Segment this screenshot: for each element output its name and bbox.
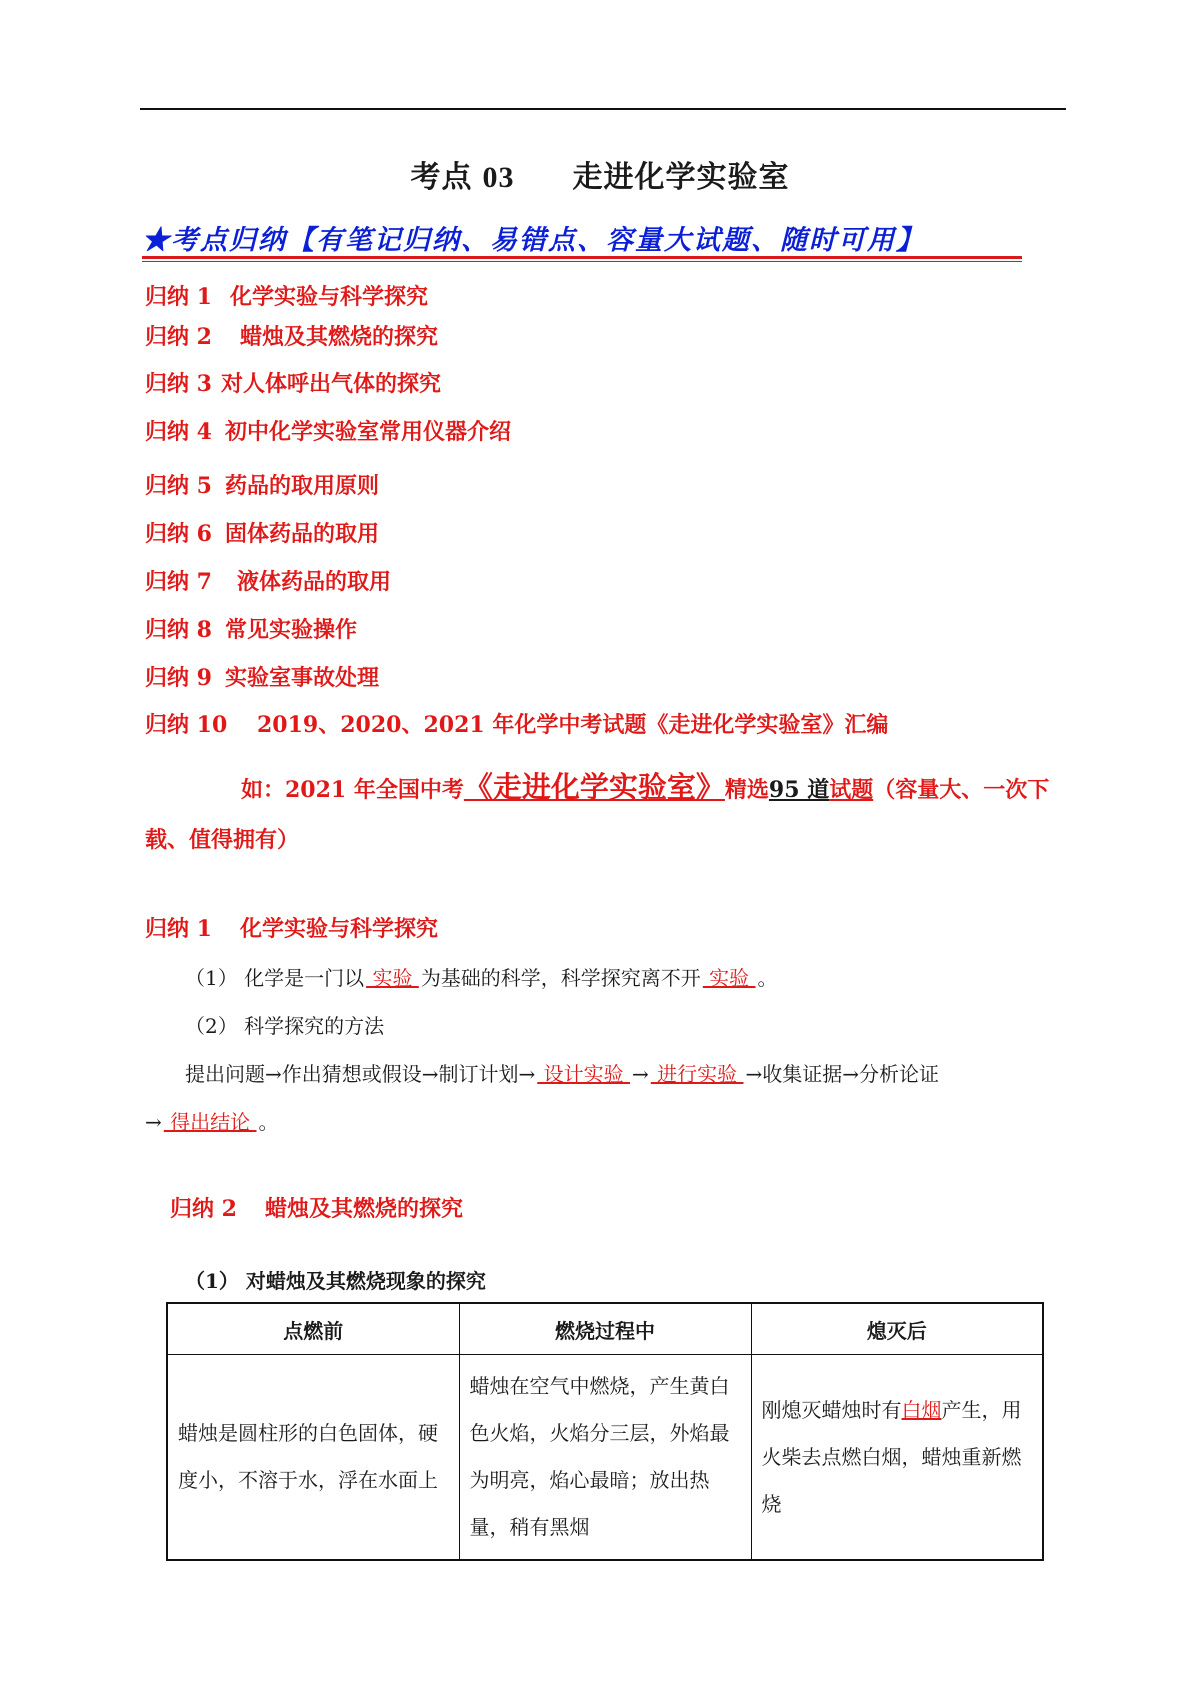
toc-number: 归纳 10 xyxy=(145,712,228,738)
promo-count: 95 道 xyxy=(768,777,830,803)
toc-label: 对人体呼出气体的探究 xyxy=(221,371,442,397)
toc-label: 初中化学实验室常用仪器介绍 xyxy=(225,419,512,445)
text: → xyxy=(632,1062,649,1086)
column-header: 点燃前 xyxy=(167,1303,459,1355)
toc-label: 液体药品的取用 xyxy=(237,569,392,595)
toc-item[interactable] xyxy=(145,708,888,739)
answer-blank: 实验 xyxy=(366,966,419,990)
text: 。 xyxy=(258,1110,279,1134)
toc-label: 实验室事故处理 xyxy=(225,665,380,691)
column-header: 熄灭后 xyxy=(751,1303,1043,1355)
cell-after-extinguish xyxy=(751,1355,1043,1561)
promo-word: 试题 xyxy=(829,777,874,803)
section-label: 蜡烛及其燃烧的探究 xyxy=(265,1196,464,1222)
text: 产生，用火柴去点燃白烟，蜡烛重新燃烧 xyxy=(761,1397,1022,1516)
banner-underline xyxy=(142,256,1022,259)
section-1-heading xyxy=(145,912,438,943)
toc-item[interactable] xyxy=(145,415,511,446)
toc-label: 常见实验操作 xyxy=(225,617,358,643)
text: → xyxy=(145,1110,162,1134)
answer-blank: 实验 xyxy=(702,966,756,990)
summary-banner: ★考点归纳【有笔记归纳、易错点、容量大试题、随时可用】 xyxy=(142,225,925,256)
banner-underline-thin xyxy=(142,261,1022,262)
toc-number: 归纳 6 xyxy=(145,521,212,547)
promo-mid: 精选 xyxy=(724,777,769,803)
answer-blank: 得出结论 xyxy=(163,1110,257,1134)
toc-item[interactable] xyxy=(145,280,428,311)
paragraph-1 xyxy=(185,962,778,991)
toc-label: 化学实验与科学探究 xyxy=(230,284,429,310)
toc-item[interactable] xyxy=(145,565,391,596)
toc-number: 归纳 1 xyxy=(145,284,212,310)
section-number: 归纳 2 xyxy=(170,1196,237,1222)
candle-observation-table xyxy=(166,1302,1044,1561)
toc-item[interactable] xyxy=(145,517,379,548)
title-code: 03 xyxy=(482,161,515,194)
toc-number: 归纳 5 xyxy=(145,473,212,499)
paragraph-3 xyxy=(185,1058,939,1087)
text: 提出问题→作出猜想或假设→制订计划→ xyxy=(185,1062,536,1086)
text: （1） 化学是一门以 xyxy=(185,966,365,990)
cell-before-lighting: 蜡烛是圆柱形的白色固体，硬度小，不溶于水，浮在水面上 xyxy=(167,1355,459,1561)
toc-label: 蜡烛及其燃烧的探究 xyxy=(240,324,439,350)
toc-number: 归纳 2 xyxy=(145,324,212,350)
answer-blank: 设计实验 xyxy=(537,1062,630,1086)
toc-number: 归纳 8 xyxy=(145,617,212,643)
toc-item[interactable] xyxy=(145,469,379,500)
promo-title[interactable]: 《走进化学实验室》 xyxy=(463,770,725,804)
answer-blank: 白烟 xyxy=(901,1397,942,1422)
toc-item[interactable] xyxy=(145,367,441,398)
toc-number: 归纳 7 xyxy=(145,569,212,595)
toc-label: 固体药品的取用 xyxy=(225,521,380,547)
answer-blank: 进行实验 xyxy=(650,1062,744,1086)
toc-label: 2019、2020、2021 年化学中考试题《走进化学实验室》汇编 xyxy=(257,712,889,738)
column-header: 燃烧过程中 xyxy=(459,1303,751,1355)
table-header-row xyxy=(167,1303,1043,1355)
paragraph-4 xyxy=(145,1106,278,1135)
title-name: 走进化学实验室 xyxy=(572,160,790,195)
toc-number: 归纳 3 xyxy=(145,371,212,397)
subsection-heading: （1） 对蜡烛及其燃烧现象的探究 xyxy=(185,1269,486,1293)
section-number: 归纳 1 xyxy=(145,916,212,942)
text: 刚熄灭蜡烛时有 xyxy=(761,1397,902,1422)
promo-tail: （容量大、一次下载、值得拥有） xyxy=(145,777,1050,853)
toc-label: 药品的取用原则 xyxy=(225,473,380,499)
promo-lead: 如：2021 年全国中考 xyxy=(241,777,464,803)
text: 。 xyxy=(757,966,778,990)
header-rule xyxy=(140,108,1066,110)
paragraph-2: （2） 科学探究的方法 xyxy=(185,1014,385,1038)
text: →收集证据→分析论证 xyxy=(745,1062,939,1086)
page-title xyxy=(0,152,1200,196)
download-promo xyxy=(145,762,1065,865)
toc-item[interactable] xyxy=(145,320,438,351)
text: 为基础的科学，科学探究离不开 xyxy=(420,966,701,990)
toc-number: 归纳 9 xyxy=(145,665,212,691)
title-prefix: 考点 xyxy=(410,160,473,195)
section-2-heading xyxy=(170,1192,463,1223)
cell-during-burning: 蜡烛在空气中燃烧，产生黄白色火焰，火焰分三层，外焰最为明亮，焰心最暗；放出热量，稍有黑烟 xyxy=(459,1355,751,1561)
toc-item[interactable] xyxy=(145,661,379,692)
section-label: 化学实验与科学探究 xyxy=(240,916,439,942)
table-row xyxy=(167,1355,1043,1561)
toc-number: 归纳 4 xyxy=(145,419,212,445)
toc-item[interactable] xyxy=(145,613,357,644)
